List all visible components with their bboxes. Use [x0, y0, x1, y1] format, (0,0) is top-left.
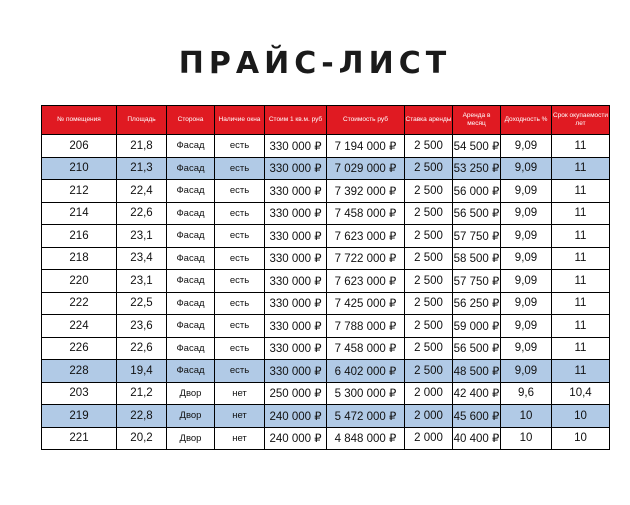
table-cell: 2 500: [405, 180, 453, 203]
table-cell: 11: [552, 157, 610, 180]
table-cell: 250 000 ₽: [265, 382, 327, 405]
page-title: ПРАЙС-ЛИСТ: [178, 46, 452, 81]
header-row: [42, 106, 610, 135]
table-cell: 23,1: [117, 225, 167, 248]
column-header: Стоимость руб: [327, 106, 405, 135]
table-cell: 7 458 000 ₽: [327, 337, 405, 360]
table-cell: 5 300 000 ₽: [327, 382, 405, 405]
table-cell: 203: [42, 382, 117, 405]
table-cell: Фасад: [167, 315, 215, 338]
column-header: Ставка аренды: [405, 106, 453, 135]
table-cell: 10: [552, 427, 610, 450]
table-cell: Фасад: [167, 202, 215, 225]
table-cell: 240 000 ₽: [265, 405, 327, 428]
table-cell: 7 623 000 ₽: [327, 270, 405, 293]
table-cell: 57 750 ₽: [453, 225, 501, 248]
table-cell: нет: [215, 382, 265, 405]
table-cell: 23,6: [117, 315, 167, 338]
table-cell: Двор: [167, 405, 215, 428]
table-cell: 330 000 ₽: [265, 135, 327, 158]
table-row: [42, 270, 610, 293]
table-cell: 330 000 ₽: [265, 315, 327, 338]
table-cell: 10: [501, 405, 552, 428]
table-row: [42, 405, 610, 428]
table-cell: Фасад: [167, 247, 215, 270]
table-cell: 19,4: [117, 360, 167, 383]
table-cell: 11: [552, 292, 610, 315]
table-cell: Фасад: [167, 270, 215, 293]
table-cell: 23,4: [117, 247, 167, 270]
table-cell: есть: [215, 337, 265, 360]
table-cell: 218: [42, 247, 117, 270]
table-cell: 10,4: [552, 382, 610, 405]
table-cell: 330 000 ₽: [265, 360, 327, 383]
table-cell: 224: [42, 315, 117, 338]
table-cell: есть: [215, 315, 265, 338]
table-cell: 2 000: [405, 427, 453, 450]
table-row: [42, 360, 610, 383]
table-cell: 216: [42, 225, 117, 248]
table-cell: 330 000 ₽: [265, 180, 327, 203]
table-cell: 9,09: [501, 270, 552, 293]
table-cell: 42 400 ₽: [453, 382, 501, 405]
table-cell: 9,09: [501, 360, 552, 383]
table-cell: 7 392 000 ₽: [327, 180, 405, 203]
table-cell: 21,3: [117, 157, 167, 180]
table-cell: 11: [552, 315, 610, 338]
table-row: [42, 337, 610, 360]
table-cell: 9,09: [501, 202, 552, 225]
table-cell: 2 500: [405, 225, 453, 248]
table-cell: нет: [215, 427, 265, 450]
table-cell: есть: [215, 157, 265, 180]
table-cell: 40 400 ₽: [453, 427, 501, 450]
table-cell: 7 623 000 ₽: [327, 225, 405, 248]
table-cell: Фасад: [167, 225, 215, 248]
table-cell: 9,09: [501, 337, 552, 360]
table-cell: 57 750 ₽: [453, 270, 501, 293]
table-cell: 22,8: [117, 405, 167, 428]
table-cell: 330 000 ₽: [265, 202, 327, 225]
column-header: Стоим 1 кв.м. руб: [265, 106, 327, 135]
table-row: [42, 292, 610, 315]
table-cell: 22,6: [117, 202, 167, 225]
table-cell: 2 500: [405, 360, 453, 383]
column-header: Сторона: [167, 106, 215, 135]
table-cell: 54 500 ₽: [453, 135, 501, 158]
table-cell: 9,09: [501, 292, 552, 315]
table-cell: 11: [552, 180, 610, 203]
table-cell: есть: [215, 247, 265, 270]
table-row: [42, 427, 610, 450]
table-cell: 53 250 ₽: [453, 157, 501, 180]
price-table: [41, 105, 610, 450]
table-cell: 11: [552, 337, 610, 360]
table-cell: 22,6: [117, 337, 167, 360]
table-cell: 11: [552, 225, 610, 248]
table-cell: 330 000 ₽: [265, 247, 327, 270]
table-cell: 2 500: [405, 315, 453, 338]
table-cell: 48 500 ₽: [453, 360, 501, 383]
table-cell: 2 500: [405, 337, 453, 360]
table-cell: 59 000 ₽: [453, 315, 501, 338]
table-cell: 214: [42, 202, 117, 225]
table-cell: 2 500: [405, 135, 453, 158]
table-body: [42, 135, 610, 450]
table-cell: 22,4: [117, 180, 167, 203]
table-cell: Фасад: [167, 180, 215, 203]
table-cell: 56 500 ₽: [453, 202, 501, 225]
table-row: [42, 315, 610, 338]
table-cell: 2 500: [405, 157, 453, 180]
table-cell: 21,8: [117, 135, 167, 158]
column-header: Срок окупаемости лет: [552, 106, 610, 135]
table-cell: 7 722 000 ₽: [327, 247, 405, 270]
table-cell: 9,09: [501, 157, 552, 180]
table-cell: 23,1: [117, 270, 167, 293]
table-cell: 58 500 ₽: [453, 247, 501, 270]
table-cell: 11: [552, 247, 610, 270]
table-row: [42, 202, 610, 225]
table-cell: 5 472 000 ₽: [327, 405, 405, 428]
table-cell: нет: [215, 405, 265, 428]
column-header: Наличие окна: [215, 106, 265, 135]
table-row: [42, 225, 610, 248]
table-cell: 10: [552, 405, 610, 428]
table-cell: 20,2: [117, 427, 167, 450]
table-cell: 9,09: [501, 247, 552, 270]
table-cell: 2 000: [405, 405, 453, 428]
table-cell: есть: [215, 225, 265, 248]
table-cell: 2 500: [405, 292, 453, 315]
table-cell: 330 000 ₽: [265, 337, 327, 360]
table-cell: 330 000 ₽: [265, 270, 327, 293]
table-cell: 9,09: [501, 135, 552, 158]
table-cell: 11: [552, 202, 610, 225]
table-row: [42, 157, 610, 180]
table-cell: 7 029 000 ₽: [327, 157, 405, 180]
table-cell: 206: [42, 135, 117, 158]
table-cell: есть: [215, 135, 265, 158]
table-row: [42, 135, 610, 158]
table-cell: 2 500: [405, 202, 453, 225]
table-cell: 226: [42, 337, 117, 360]
table-cell: 330 000 ₽: [265, 225, 327, 248]
table-row: [42, 247, 610, 270]
table-cell: 21,2: [117, 382, 167, 405]
table-cell: 45 600 ₽: [453, 405, 501, 428]
table-cell: 222: [42, 292, 117, 315]
table-cell: Двор: [167, 427, 215, 450]
column-header: Доходность %: [501, 106, 552, 135]
table-cell: 240 000 ₽: [265, 427, 327, 450]
table-cell: Фасад: [167, 135, 215, 158]
column-header: Аренда в месяц: [453, 106, 501, 135]
table-cell: 56 250 ₽: [453, 292, 501, 315]
table-cell: 7 425 000 ₽: [327, 292, 405, 315]
table-cell: 4 848 000 ₽: [327, 427, 405, 450]
table-cell: 7 194 000 ₽: [327, 135, 405, 158]
table-cell: 210: [42, 157, 117, 180]
table-cell: 22,5: [117, 292, 167, 315]
table-cell: 220: [42, 270, 117, 293]
table-cell: 56 000 ₽: [453, 180, 501, 203]
table-cell: 2 000: [405, 382, 453, 405]
table-cell: 221: [42, 427, 117, 450]
table-cell: Фасад: [167, 360, 215, 383]
table-cell: есть: [215, 202, 265, 225]
table-cell: 212: [42, 180, 117, 203]
table-cell: 330 000 ₽: [265, 292, 327, 315]
table-cell: 9,09: [501, 180, 552, 203]
table-cell: Фасад: [167, 157, 215, 180]
column-header: Площадь: [117, 106, 167, 135]
table-cell: 7 458 000 ₽: [327, 202, 405, 225]
table-row: [42, 180, 610, 203]
table-cell: есть: [215, 270, 265, 293]
table-cell: Фасад: [167, 292, 215, 315]
table-cell: 9,09: [501, 315, 552, 338]
table-cell: Фасад: [167, 337, 215, 360]
table-cell: 6 402 000 ₽: [327, 360, 405, 383]
table-row: [42, 382, 610, 405]
table-cell: 9,09: [501, 225, 552, 248]
table-cell: есть: [215, 360, 265, 383]
table-cell: 11: [552, 270, 610, 293]
table-cell: есть: [215, 180, 265, 203]
table-cell: 9,6: [501, 382, 552, 405]
table-cell: 11: [552, 360, 610, 383]
table-cell: 7 788 000 ₽: [327, 315, 405, 338]
table-header: [42, 106, 610, 135]
table-cell: 219: [42, 405, 117, 428]
table-cell: 10: [501, 427, 552, 450]
table-cell: 228: [42, 360, 117, 383]
table-cell: Двор: [167, 382, 215, 405]
table-cell: есть: [215, 292, 265, 315]
column-header: № помещения: [42, 106, 117, 135]
table-cell: 56 500 ₽: [453, 337, 501, 360]
table-cell: 11: [552, 135, 610, 158]
table-cell: 2 500: [405, 270, 453, 293]
table-cell: 2 500: [405, 247, 453, 270]
table-cell: 330 000 ₽: [265, 157, 327, 180]
